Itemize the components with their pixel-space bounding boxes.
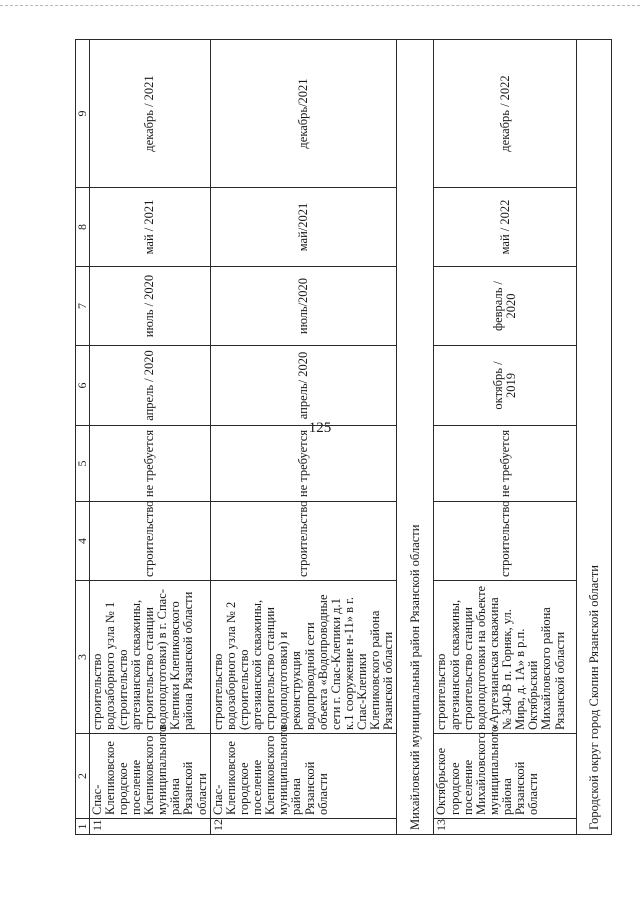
end-design-cell: июль / 2020 [89,267,210,346]
start-design-cell: апрель / 2020 [89,346,210,426]
col-num-7: 7 [76,267,90,346]
municipality-cell: Спас-Клепиковское городское поселение Клепиковского муниципального района Рязанской области [210,734,397,819]
municipality-cell: Октябрьское городское поселение Михайловского муниципального района Рязанской области [434,734,577,819]
col-num-3: 3 [76,581,90,734]
page-number: 125 [308,420,332,436]
work-type-cell: строительство [210,502,397,581]
col-num-8: 8 [76,188,90,267]
table-row [89,40,210,835]
end-design-cell: июль/2020 [210,267,397,346]
col-num-4: 4 [76,502,90,581]
investment-program-table [75,39,612,835]
end-build-cell: декабрь/2021 [210,40,397,188]
table-row [210,40,397,835]
section-row [577,40,612,835]
section-title: Городской округ город Скопин Рязанской области [586,565,601,830]
expertise-cell: не требуется [210,426,397,502]
end-build-cell: декабрь / 2022 [434,40,577,188]
object-cell: строительство водозаборного узла № 2 (строительство артезианской скважины, строительство станции водоподготовки) и реконструкция водопроводной сети объекта «Водопроводные сети г. Спас-Клепики д.1 к.1 сооружение н-11» в г. Спас-Клепики Клепиковского района Рязанской области [210,581,397,734]
start-design-cell: октябрь / 2019 [434,346,577,426]
end-design-cell: февраль / 2020 [434,267,577,346]
column-number-row [76,40,90,835]
scan-edge-line [0,5,640,6]
object-cell: строительство артезианской скважины, строительство станции водоподготовки на объекте «Артезианская скважина № 340-В п. Горняк, ул. Мира, д. 1А» в р.п. Октябрьский Михайловского района Рязанской области [434,581,577,734]
section-header-mikhailovsky [397,40,434,835]
expertise-cell: не требуется [89,426,210,502]
start-build-cell: май / 2022 [434,188,577,267]
section-title: Михайловский муниципальный район Рязанской области [407,524,422,830]
start-design-cell: апрель/ 2020 [210,346,397,426]
work-type-cell: строительство [89,502,210,581]
end-build-cell: декабрь / 2021 [89,40,210,188]
col-num-9: 9 [76,40,90,188]
table-row [434,40,577,835]
col-num-2: 2 [76,734,90,819]
row-number: 11 [89,819,210,835]
col-num-1: 1 [76,819,90,835]
row-number: 13 [434,819,577,835]
work-type-cell: строительство [434,502,577,581]
rotated-table-wrapper [75,40,615,835]
col-num-5: 5 [76,426,90,502]
start-build-cell: май/2021 [210,188,397,267]
section-header-skopin [577,40,612,835]
section-row [397,40,434,835]
rotated-sheet [75,40,615,835]
municipality-cell: Спас-Клепиковское городское поселение Клепиковского муниципального района Рязанской области [89,734,210,819]
col-num-6: 6 [76,346,90,426]
expertise-cell: не требуется [434,426,577,502]
object-cell: строительство водозаборного узла № 1 (строительство артезианской скважины, строительство станции водоподготовки) в г. Спас-Клепики Клепиковского района Рязанской области [89,581,210,734]
start-build-cell: май / 2021 [89,188,210,267]
row-number: 12 [210,819,397,835]
